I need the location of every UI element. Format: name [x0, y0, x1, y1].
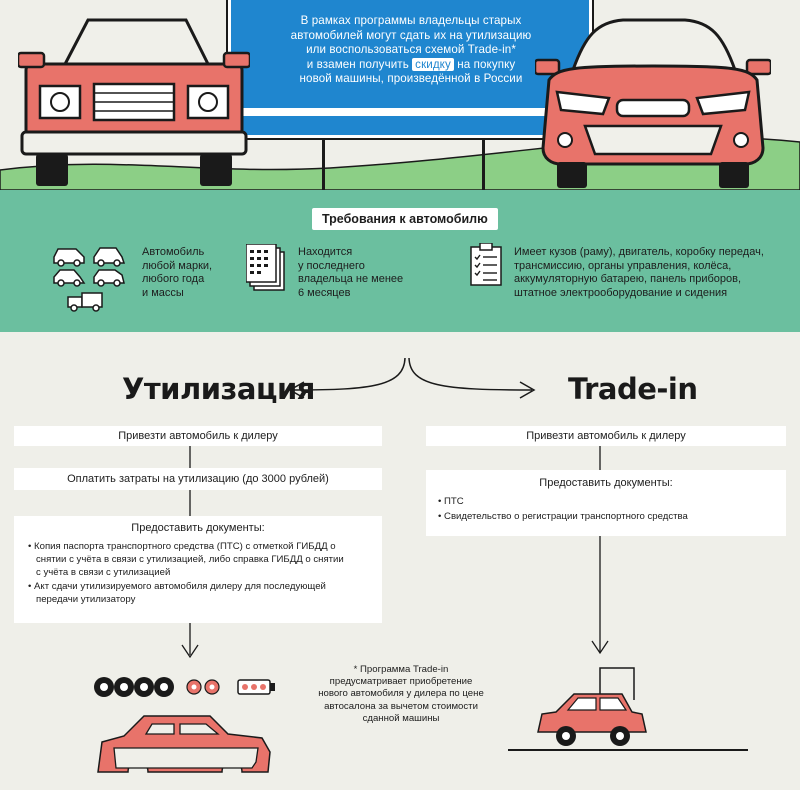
utilization-step-bring-car: Привезти автомобиль к дилеру — [14, 426, 382, 446]
calendar-icon — [246, 244, 288, 294]
tradein-step-documents — [426, 470, 786, 536]
requirements-title: Требования к автомобилю — [312, 208, 498, 230]
document-item: • ПТС — [438, 496, 464, 507]
requirement-line: аккумуляторную батарею, панель приборов, — [514, 273, 742, 285]
sign-line: или воспользоваться схемой Trade-in* — [306, 43, 516, 57]
requirement-completeness — [514, 246, 784, 300]
sign-line: автомобилей могут сдать их на утилизацию — [290, 28, 532, 42]
utilization-step-documents — [14, 516, 382, 623]
sign-line: В рамках программы владельцы старых — [300, 14, 522, 27]
documents-title: Предоставить документы: — [539, 477, 673, 489]
sign-line: новой машины, произведённой в России — [299, 72, 523, 86]
document-item: • Акт сдачи утилизируемого автомобиля дилеру для последующей передачи утилизатору — [28, 581, 326, 606]
documents-list — [426, 496, 758, 524]
car-on-lift-icon — [508, 664, 748, 764]
cars-icon — [52, 243, 132, 313]
checklist-icon — [470, 243, 504, 287]
branch-arrows-icon — [282, 346, 542, 402]
utilization-step-pay: Оплатить затраты на утилизацию (до 3000 рублей) — [14, 468, 382, 490]
footnote-line: автосалона за вычетом стоимости — [324, 700, 478, 712]
recycled-parts-icon — [92, 672, 292, 782]
footnote-line: нового автомобиля у дилера по цене — [318, 688, 484, 700]
option-tradein: Trade-in — [568, 372, 698, 406]
new-car-icon — [535, 8, 771, 188]
documents-list — [14, 541, 348, 607]
sign-text — [261, 14, 561, 87]
footnote-line: предусматривает приобретение — [329, 676, 473, 688]
requirement-any-car — [142, 246, 242, 300]
requirement-line: у последнего — [298, 259, 365, 272]
option-utilization: Утилизация — [122, 372, 315, 406]
sign-post-right — [482, 135, 485, 190]
old-car-icon — [18, 8, 250, 190]
requirement-line: Имеет кузов (раму), двигатель, коробку передач, — [514, 246, 764, 258]
discount-highlight: скидку — [412, 58, 454, 71]
requirement-line: штатное электрооборудование и сидения — [514, 286, 728, 299]
requirement-line: 6 месяцев — [298, 286, 351, 299]
footnote-line: сданной машины — [362, 712, 440, 724]
requirement-line: любого года — [142, 273, 205, 285]
requirement-line: трансмиссию, органы управления, колёса, — [514, 259, 732, 272]
requirement-line: Находится — [298, 246, 353, 258]
document-item: • Копия паспорта транспортного средства (ПТС) с отметкой ГИБДД о снятии с учёта в связи с утилизацией, либо справка ГИБДД о снятии с учёта в связи с утилизацией — [28, 541, 344, 578]
requirement-line: владельца не менее — [298, 273, 404, 285]
arrow-right-icon — [243, 100, 578, 124]
document-item: • Свидетельство о регистрации транспортного средства — [438, 510, 688, 522]
footnote-line: * Программа Trade-in — [353, 664, 449, 675]
sign-post-left — [322, 135, 325, 190]
sign-line: и взамен получить скидку на покупку — [306, 57, 516, 71]
tradein-step-bring-car: Привезти автомобиль к дилеру — [426, 426, 786, 446]
documents-title: Предоставить документы: — [131, 522, 265, 534]
tradein-footnote — [316, 664, 486, 725]
requirement-line: и массы — [142, 286, 184, 299]
requirement-line: Автомобиль — [142, 246, 205, 258]
hero-section — [0, 0, 800, 190]
requirement-ownership — [298, 246, 418, 300]
requirement-line: любой марки, — [142, 259, 213, 272]
